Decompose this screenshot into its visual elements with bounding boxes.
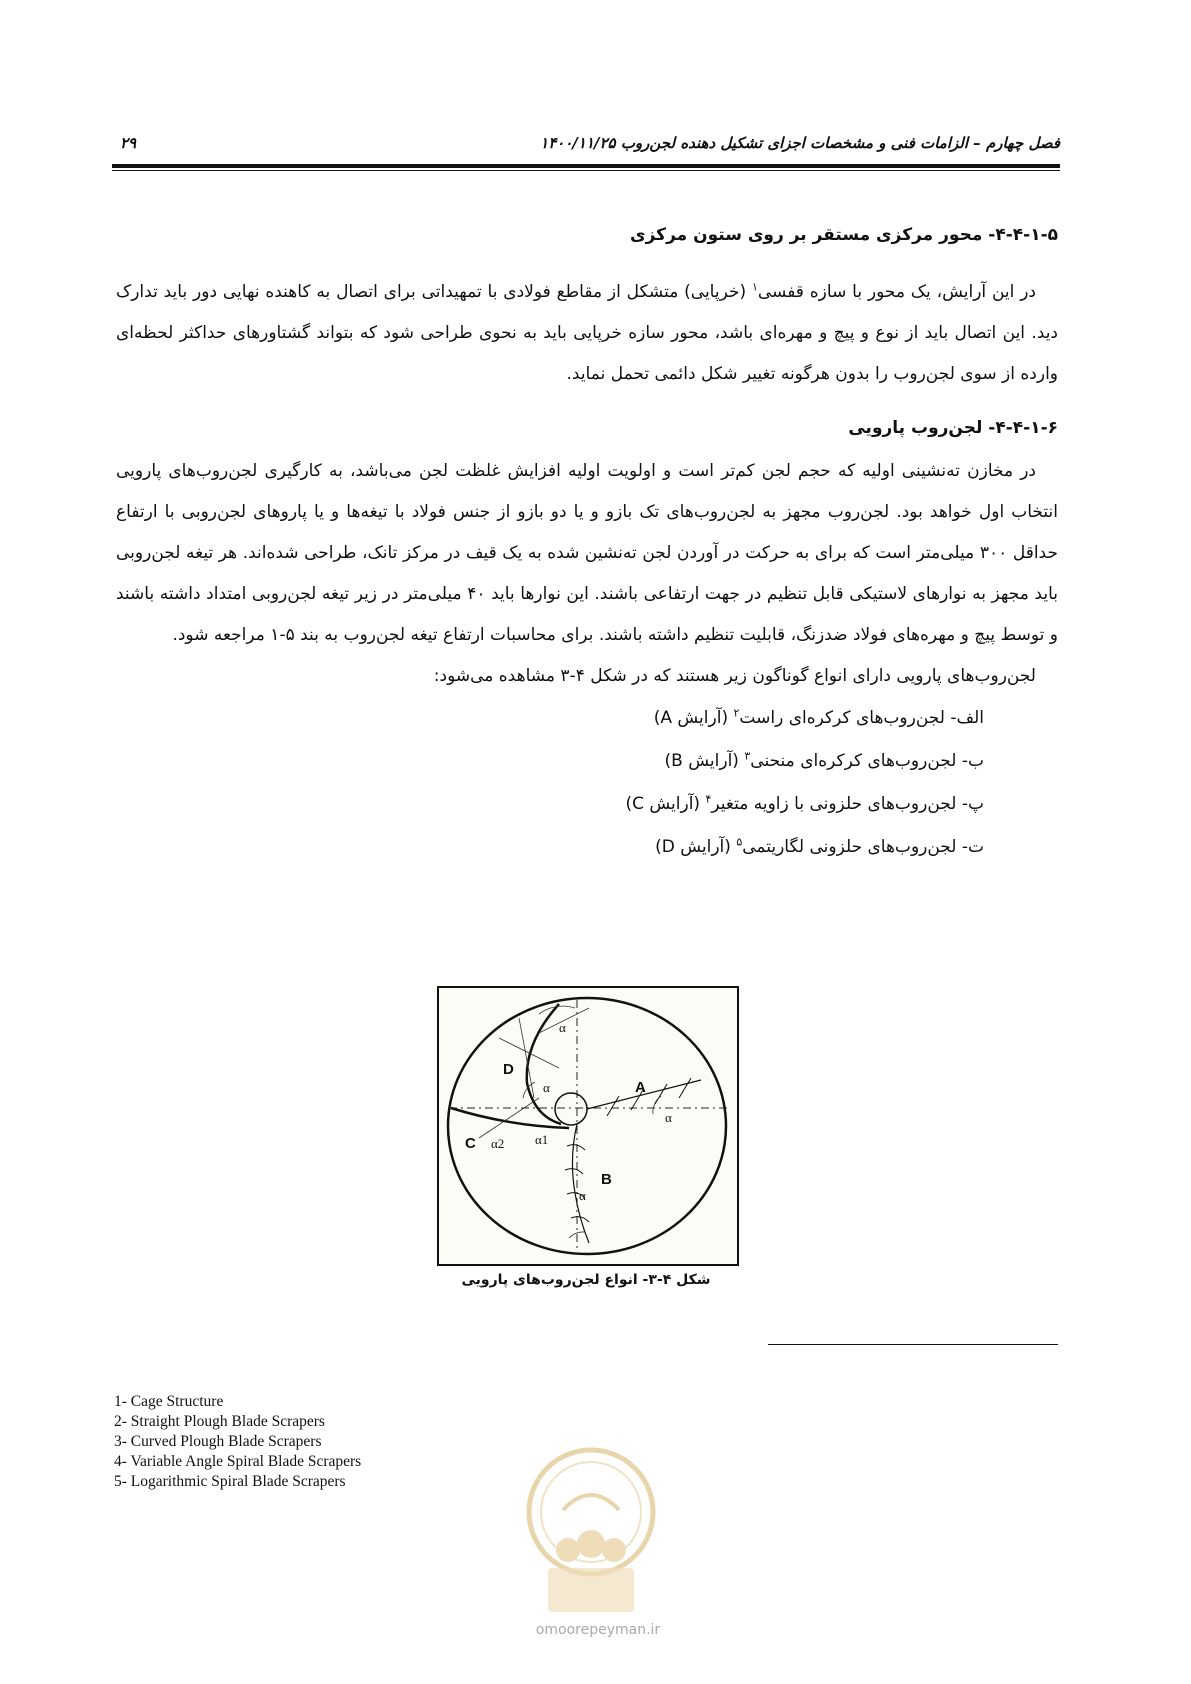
- watermark-site: omoorepeyman.ir: [535, 1622, 661, 1638]
- list-item-tail: (آرایش A): [653, 708, 734, 728]
- alpha2-label: α2: [491, 1136, 505, 1151]
- footnote-ref-2[interactable]: ۲: [733, 706, 740, 720]
- list-intro: لجن‌روب‌های پارویی دارای انواع گوناگون زیر هستند که در شکل ۴-۳ مشاهده می‌شود:: [433, 666, 1036, 686]
- list-item: [116, 783, 984, 826]
- paragraph-central-shaft: [116, 272, 1058, 395]
- footnote-ref-5[interactable]: ۵: [736, 835, 743, 849]
- arm-b: [572, 1124, 589, 1243]
- main-content: [116, 218, 1058, 869]
- figure-caption: شکل ۴-۳- انواع لجن‌روب‌های پارویی: [461, 1272, 711, 1288]
- scraper-diagram-svg: [439, 988, 737, 1264]
- blades-a: [607, 1078, 691, 1116]
- chapter-title: فصل چهارم – الزامات فنی و مشخصات اجزای تشکیل دهنده لجن‌روب ۱۴۰۰/۱۱/۲۵: [540, 134, 1060, 152]
- paragraph-paddle-scraper: در مخازن ته‌نشینی اولیه که حجم لجن کم‌تر است و اولویت اولیه افزایش غلظت لجن می‌باشد، به کارگیری لجن‌روب‌های پارویی انتخاب اول خواهد بود. لجن‌روب مجهز به لجن‌روب‌های تک بازو و یا دو بازو از جنس فولاد با تیغه‌ها و یا پاروهای لجن‌روبی با ارتفاع حداقل ۳۰۰ میلی‌متر است که برای به حرکت در آوردن لجن ته‌نشین شده به یک قیف در مرکز تانک، طراحی شده‌اند. هر تیغه لجن‌روبی باید مجهز به نوارهای لاستیکی قابل تنظیم در جهت ارتفاعی باشند. این نوارها باید ۴۰ میلی‌متر در زیر تیغه لجن‌روبی امتداد داشته باشند و توسط پیچ و مهره‌های فولاد ضدزنگ، قابلیت تنظیم داشته باشند. برای محاسبات ارتفاع تیغه لجن‌روب به بند ۵-۱ مراجعه شود.: [116, 461, 1058, 645]
- watermark-logo: [508, 1440, 674, 1620]
- alpha-b: α: [579, 1188, 586, 1203]
- footnote-3: 3- Curved Plough Blade Scrapers: [114, 1433, 322, 1450]
- paragraph-central-shaft-a: در این آرایش، یک محور با سازه قفسی: [757, 282, 1036, 302]
- footnote-1: 1- Cage Structure: [114, 1393, 224, 1410]
- alpha-d: α: [543, 1080, 550, 1095]
- footnote-ref-4[interactable]: ۴: [705, 792, 712, 806]
- blade-c: [451, 1108, 569, 1128]
- tank-outline: [448, 998, 726, 1254]
- alpha1-label: α1: [535, 1132, 549, 1147]
- footnote-ref-1[interactable]: ۱: [751, 280, 758, 294]
- alpha-a: α: [665, 1110, 672, 1125]
- list-item-text: ب- لجن‌روب‌های کرکره‌ای منحنی: [750, 751, 984, 771]
- section-heading-central-shaft: ۴-۴-۱-۵- محور مرکزی مستقر بر روی ستون مرکزی: [630, 225, 1058, 245]
- list-item-tail: (آرایش C): [625, 794, 706, 814]
- footnotes: [114, 1392, 361, 1492]
- label-c: C: [465, 1135, 476, 1152]
- list-item-text: پ- لجن‌روب‌های حلزونی با زاویه متغیر: [711, 794, 984, 814]
- paragraph-central-shaft-b: (خرپایی) متشکل از مقاطع فولادی با تمهیداتی برای اتصال به کاهنده نهایی دور باید تدارک دید. این اتصال باید از نوع و پیچ و مهره‌ای باشد، محور سازه خرپایی باید به نحوی طراحی شود که بتواند گشتاورهای حداکثر لحظه‌ای وارده از سوی لجن‌روب را بدون هرگونه تغییر شکل دائمی تحمل نماید.: [116, 282, 1058, 384]
- footnote-separator: [768, 1344, 1058, 1345]
- list-item: [116, 826, 984, 869]
- list-item-tail: (آرایش D): [655, 837, 737, 857]
- list-item-text: الف- لجن‌روب‌های کرکره‌ای راست: [739, 708, 984, 728]
- list-item-tail: (آرایش B): [664, 751, 745, 771]
- alpha-top: α: [559, 1020, 566, 1035]
- header-rule-thick: [112, 164, 1060, 168]
- footnote-4: 4- Variable Angle Spiral Blade Scrapers: [114, 1453, 362, 1470]
- list-item-text: ت- لجن‌روب‌های حلزونی لگاریتمی: [742, 837, 984, 857]
- label-b: B: [601, 1171, 612, 1188]
- header-rule-thin: [112, 170, 1060, 171]
- label-d: D: [503, 1061, 514, 1078]
- list-item: [116, 740, 984, 783]
- footnote-2: 2- Straight Plough Blade Scrapers: [114, 1413, 325, 1430]
- label-a: A: [635, 1079, 646, 1096]
- page-header: [112, 128, 1060, 164]
- footnote-ref-3[interactable]: ۳: [744, 749, 751, 763]
- scraper-types-list: [116, 697, 1058, 869]
- footnote-5: 5- Logarithmic Spiral Blade Scrapers: [114, 1473, 346, 1490]
- scraper-diagram: [437, 986, 739, 1266]
- page-number: ۲۹: [120, 134, 137, 152]
- list-item: [116, 697, 984, 740]
- section-heading-paddle-scraper: ۴-۴-۱-۶- لجن‌روب پارویی: [848, 418, 1058, 438]
- center-well: [555, 1093, 587, 1125]
